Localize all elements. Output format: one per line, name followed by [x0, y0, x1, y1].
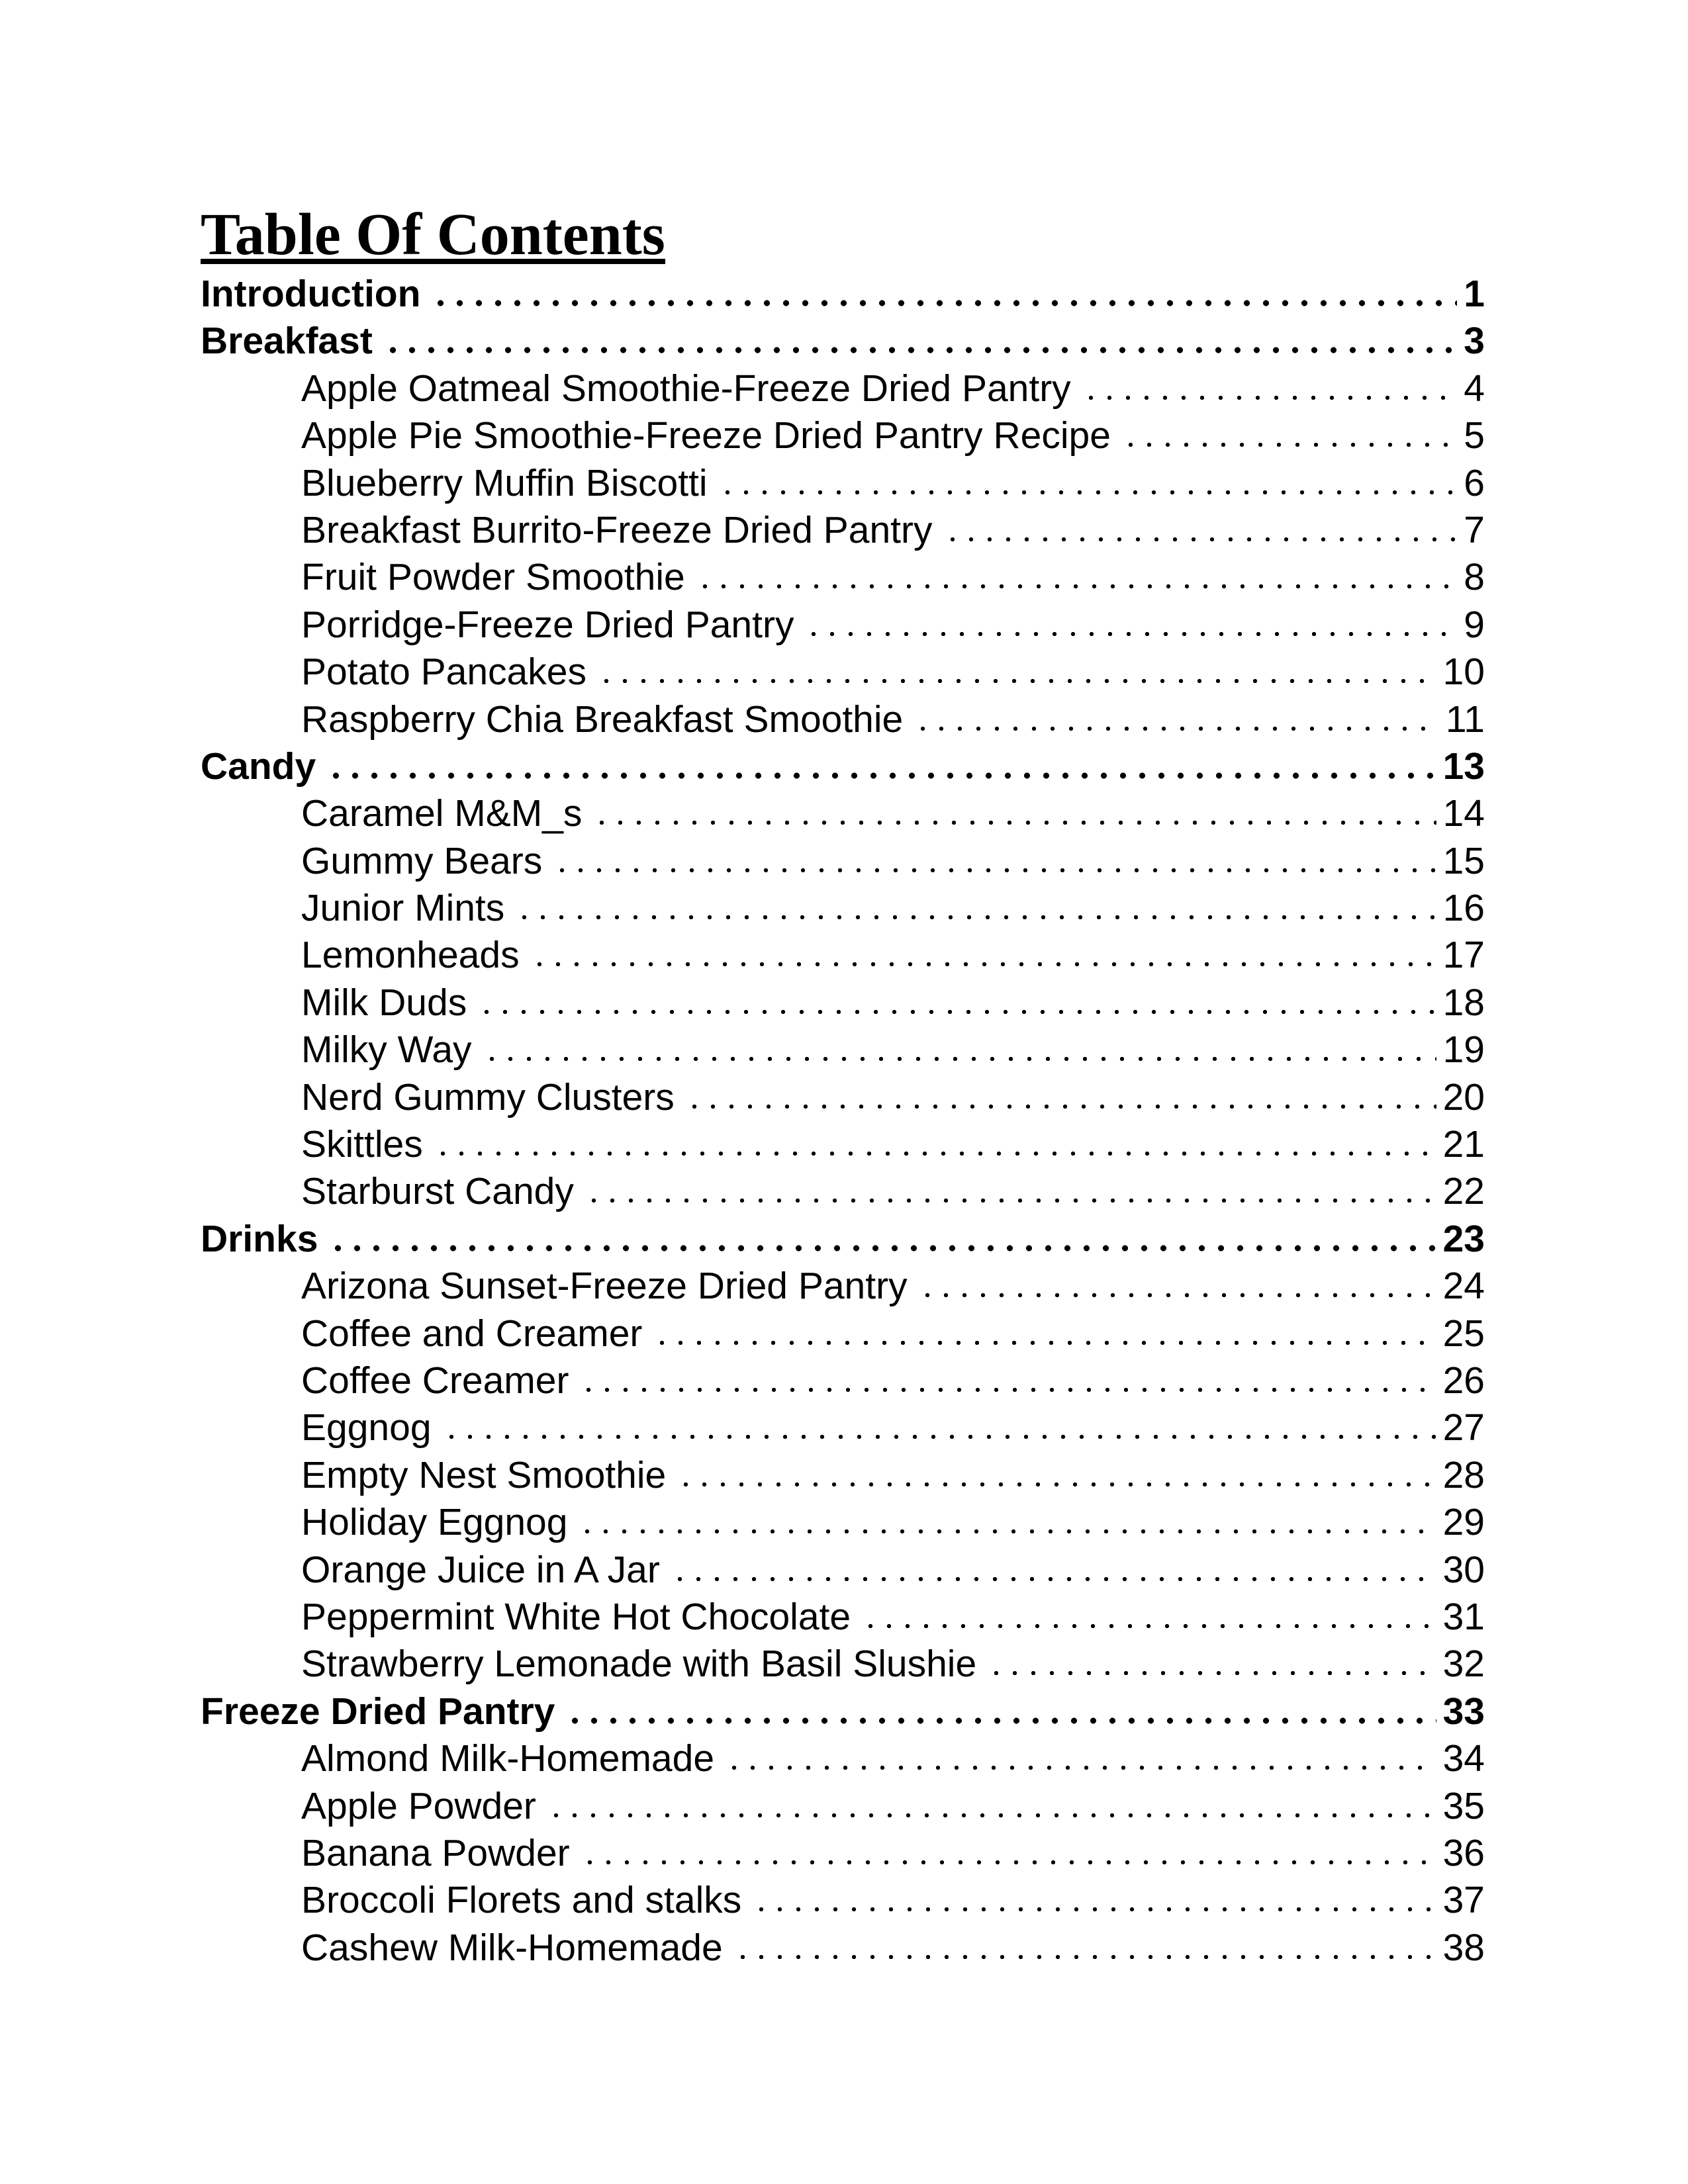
toc-entry-label: Arizona Sunset-Freeze Dried Pantry — [301, 1265, 908, 1308]
toc-entry[interactable] — [201, 1877, 1485, 1924]
toc-entry[interactable] — [201, 1547, 1485, 1594]
toc-entry-label: Banana Powder — [301, 1831, 570, 1874]
toc-page-number: 5 — [1464, 414, 1485, 457]
toc-dot-leader — [442, 1433, 1436, 1440]
toc-page-number: 23 — [1442, 1217, 1485, 1260]
toc-entry-label: Empty Nest Smoothie — [301, 1453, 667, 1496]
toc-entry-label: Cashew Milk-Homemade — [301, 1926, 723, 1969]
toc-entry-label: Milky Way — [301, 1028, 472, 1071]
toc-page-number: 24 — [1442, 1265, 1485, 1308]
toc-page-number: 30 — [1442, 1548, 1485, 1591]
toc-entry-label: Lemonheads — [301, 934, 520, 977]
toc-dot-leader — [483, 1056, 1436, 1062]
toc-page-number: 19 — [1442, 1028, 1485, 1071]
toc-entry-label: Almond Milk-Homemade — [301, 1737, 715, 1780]
toc-entry[interactable] — [201, 885, 1485, 932]
toc-dot-leader — [579, 1387, 1436, 1393]
toc-entry[interactable] — [201, 554, 1485, 601]
page-title-text: Table Of Contents — [201, 202, 665, 267]
toc-entry-label: Coffee Creamer — [301, 1359, 569, 1402]
toc-entry[interactable] — [201, 1925, 1485, 1972]
toc-dot-leader — [733, 1954, 1436, 1960]
toc-dot-leader — [383, 347, 1457, 353]
toc-page-number: 36 — [1442, 1831, 1485, 1874]
toc-entry[interactable] — [201, 1594, 1485, 1641]
toc-page-number: 28 — [1442, 1453, 1485, 1496]
toc-dot-leader — [515, 914, 1436, 921]
toc-dot-leader — [987, 1670, 1436, 1676]
toc-entry-label: Apple Powder — [301, 1784, 536, 1827]
toc-page-number: 6 — [1464, 461, 1485, 504]
toc-dot-leader — [431, 300, 1457, 306]
toc-entry-label: Broccoli Florets and stalks — [301, 1879, 742, 1922]
toc-dot-leader — [434, 1150, 1436, 1157]
toc-page-number: 26 — [1442, 1359, 1485, 1402]
toc-page-number: 17 — [1442, 934, 1485, 977]
toc-dot-leader — [685, 1103, 1436, 1110]
toc-entry-label: Breakfast — [201, 320, 373, 363]
toc-entry[interactable] — [201, 460, 1485, 507]
toc-page-number: 15 — [1442, 839, 1485, 882]
toc-dot-leader — [918, 1292, 1436, 1298]
toc-entry[interactable] — [201, 365, 1485, 412]
toc-page-number: 35 — [1442, 1784, 1485, 1827]
toc-page-number: 31 — [1442, 1595, 1485, 1638]
page-title — [201, 202, 665, 267]
toc-dot-leader — [553, 867, 1436, 874]
toc-entry[interactable] — [201, 271, 1485, 318]
toc-dot-leader — [943, 536, 1458, 543]
toc-page-number: 8 — [1464, 556, 1485, 599]
toc-dot-leader — [530, 961, 1436, 968]
toc-dot-leader — [725, 1764, 1436, 1771]
toc-page-number: 7 — [1464, 508, 1485, 551]
toc-entry[interactable] — [201, 1735, 1485, 1782]
toc-entry-label: Drinks — [201, 1217, 318, 1260]
toc-page-number: 3 — [1464, 320, 1485, 363]
toc-entry[interactable] — [201, 838, 1485, 885]
toc-dot-leader — [326, 772, 1436, 779]
toc-dot-leader — [585, 1197, 1436, 1204]
toc-list — [201, 271, 1485, 1972]
toc-entry[interactable] — [201, 696, 1485, 743]
toc-entry[interactable] — [201, 1074, 1485, 1121]
toc-page-number: 29 — [1442, 1501, 1485, 1544]
toc-dot-leader — [804, 631, 1457, 637]
toc-dot-leader — [547, 1812, 1436, 1819]
toc-entry-label: Strawberry Lemonade with Basil Slushie — [301, 1643, 977, 1686]
toc-dot-leader — [581, 1859, 1436, 1866]
toc-page-number: 33 — [1442, 1690, 1485, 1733]
toc-page-number: 4 — [1464, 367, 1485, 410]
toc-dot-leader — [597, 678, 1436, 684]
toc-entry-label: Eggnog — [301, 1406, 432, 1449]
toc-page-number: 27 — [1442, 1406, 1485, 1449]
toc-entry-label: Freeze Dried Pantry — [201, 1690, 555, 1733]
toc-entry[interactable] — [201, 1263, 1485, 1310]
toc-entry-label: Fruit Powder Smoothie — [301, 556, 685, 599]
toc-entry[interactable] — [201, 412, 1485, 459]
toc-page-number: 38 — [1442, 1926, 1485, 1969]
toc-entry-label: Milk Duds — [301, 981, 467, 1024]
toc-entry[interactable] — [201, 507, 1485, 554]
toc-dot-leader — [1082, 394, 1458, 401]
toc-dot-leader — [752, 1906, 1436, 1913]
toc-page-number: 21 — [1442, 1123, 1485, 1166]
toc-dot-leader — [653, 1340, 1436, 1346]
toc-entry[interactable] — [201, 1452, 1485, 1499]
toc-dot-leader — [671, 1576, 1436, 1582]
toc-dot-leader — [1121, 441, 1457, 448]
toc-entry[interactable] — [201, 602, 1485, 649]
toc-entry[interactable] — [201, 1168, 1485, 1215]
toc-entry[interactable] — [201, 1783, 1485, 1830]
toc-page-number: 34 — [1442, 1737, 1485, 1780]
toc-page-number: 18 — [1442, 981, 1485, 1024]
toc-entry-label: Holiday Eggnog — [301, 1501, 568, 1544]
toc-page-number: 11 — [1445, 698, 1485, 741]
toc-entry[interactable] — [201, 649, 1485, 696]
toc-entry-label: Porridge-Freeze Dried Pantry — [301, 603, 794, 646]
toc-entry-label: Introduction — [201, 273, 421, 315]
toc-dot-leader — [328, 1245, 1436, 1251]
toc-entry-label: Junior Mints — [301, 887, 505, 930]
toc-entry-label: Orange Juice in A Jar — [301, 1548, 660, 1591]
toc-entry[interactable] — [201, 790, 1485, 837]
toc-entry[interactable] — [201, 1216, 1485, 1263]
toc-entry-label: Blueberry Muffin Biscotti — [301, 461, 708, 504]
toc-dot-leader — [718, 489, 1458, 496]
toc-entry-label: Apple Oatmeal Smoothie-Freeze Dried Pantry — [301, 367, 1071, 410]
toc-entry-label: Skittles — [301, 1123, 423, 1166]
toc-entry[interactable] — [201, 1026, 1485, 1073]
toc-dot-leader — [565, 1717, 1436, 1724]
toc-entry-label: Breakfast Burrito-Freeze Dried Pantry — [301, 508, 933, 551]
toc-entry[interactable] — [201, 1830, 1485, 1877]
toc-entry-label: Raspberry Chia Breakfast Smoothie — [301, 698, 904, 741]
toc-page-number: 22 — [1442, 1170, 1485, 1213]
toc-entry-label: Nerd Gummy Clusters — [301, 1075, 675, 1118]
toc-entry[interactable] — [201, 979, 1485, 1026]
toc-entry[interactable] — [201, 743, 1485, 790]
toc-page-number: 37 — [1442, 1879, 1485, 1922]
toc-entry-label: Gummy Bears — [301, 839, 543, 882]
toc-dot-leader — [477, 1009, 1436, 1015]
toc-page-number: 20 — [1442, 1075, 1485, 1118]
toc-page-number: 25 — [1442, 1312, 1485, 1355]
toc-page-number: 9 — [1464, 603, 1485, 646]
toc-entry[interactable] — [201, 1499, 1485, 1546]
toc-entry[interactable] — [201, 1404, 1485, 1451]
toc-entry[interactable] — [201, 1688, 1485, 1735]
toc-entry[interactable] — [201, 1310, 1485, 1357]
toc-entry[interactable] — [201, 318, 1485, 365]
toc-dot-leader — [578, 1528, 1436, 1535]
toc-entry-label: Potato Pancakes — [301, 651, 586, 694]
toc-page-number: 10 — [1442, 651, 1485, 694]
toc-page-number: 13 — [1442, 745, 1485, 788]
toc-dot-leader — [592, 819, 1436, 826]
toc-page-number: 14 — [1442, 792, 1485, 835]
toc-entry-label: Apple Pie Smoothie-Freeze Dried Pantry Recipe — [301, 414, 1111, 457]
toc-entry[interactable] — [201, 1357, 1485, 1404]
toc-entry-label: Caramel M&M_s — [301, 792, 583, 835]
toc-entry[interactable] — [201, 1121, 1485, 1168]
toc-dot-leader — [861, 1623, 1436, 1629]
toc-page-number: 32 — [1442, 1643, 1485, 1686]
toc-page-number: 1 — [1464, 273, 1485, 315]
toc-dot-leader — [696, 583, 1458, 590]
toc-page-number: 16 — [1442, 887, 1485, 930]
toc-entry-label: Peppermint White Hot Chocolate — [301, 1595, 851, 1638]
toc-entry-label: Starburst Candy — [301, 1170, 574, 1213]
toc-entry-label: Coffee and Creamer — [301, 1312, 643, 1355]
toc-dot-leader — [677, 1481, 1436, 1488]
toc-entry[interactable] — [201, 932, 1485, 979]
toc-dot-leader — [914, 725, 1439, 732]
toc-entry[interactable] — [201, 1641, 1485, 1688]
toc-entry-label: Candy — [201, 745, 316, 788]
